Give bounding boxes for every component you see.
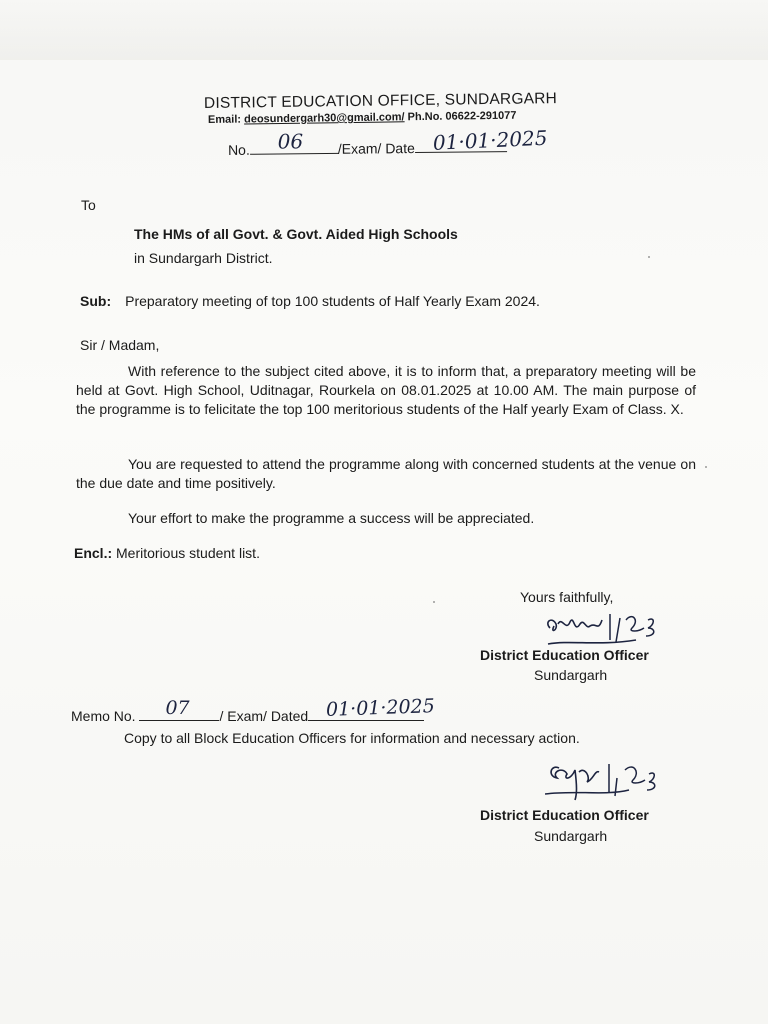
signatory-title: District Education Officer [480,647,649,663]
signatory2-place: Sundargarh [534,828,608,844]
signatory2-title: District Education Officer [480,807,649,823]
addressee-district: in Sundargarh District. [134,250,273,266]
addressee: The HMs of all Govt. & Govt. Aided High Schools [134,226,458,242]
memo-label: Memo No. [71,708,136,724]
memo-exam-label: / Exam/ Dated [219,708,309,724]
scan-speck [648,256,650,258]
reference-line [227,125,548,158]
closing: Yours faithfully, [520,589,614,605]
subject-label: Sub: [80,293,112,309]
reference-date-handwritten: 01·01·2025 [432,125,548,155]
copy-to-text: Copy to all Block Education Officers for information and necessary action. [124,730,580,746]
reference-no-handwritten: 06 [277,129,304,154]
scan-top-shade [0,0,768,60]
to-label: To [81,197,96,213]
salutation: Sir / Madam, [80,337,160,353]
memo-date-blank [308,695,436,721]
reference-date-blank [415,125,548,155]
reference-exam-label: /Exam/ Date [337,140,415,157]
email-label: Email: [207,113,245,126]
phone-number: Ph.No. 06622-291077 [404,109,517,124]
body-paragraph-2: You are requested to attend the programme along with concerned students at the venue on the due date and time positively. [76,456,696,491]
scan-speck [705,466,707,468]
memo-no-handwritten: 07 [165,697,190,719]
memo-line [71,695,436,724]
subject-text: Preparatory meeting of top 100 students of Half Yearly Exam 2024. [125,293,540,309]
memo-date-handwritten: 01·01·2025 [325,695,436,721]
body-paragraph-1: With reference to the subject cited above, it is to inform that, a preparatory meeting will be held at Govt. High School, Uditnagar, Rourkela on 08.01.2025 at 10.00 AM. The main purpose of the programme is to felicitate the top 100 meritorious students of the Half yearly Exam of Class. X. [76,363,696,417]
memo-no-blank [139,697,219,721]
reference-no-label: No. [227,141,250,158]
body-paragraph-3: Your effort to make the programme a success will be appreciated. [128,510,535,526]
enclosure-text: Meritorious student list. [112,545,260,561]
office-title: DISTRICT EDUCATION OFFICE, SUNDARGARH [203,90,558,112]
enclosure-label: Encl.: [74,545,113,561]
signatory-place: Sundargarh [534,667,608,683]
reference-no-blank [250,129,338,155]
scan-speck [433,601,435,603]
enclosure-line [74,543,260,563]
email-address: deosundergarh30@gmail.com/ [243,111,405,126]
subject-line [80,291,540,311]
signature-2 [545,758,675,810]
